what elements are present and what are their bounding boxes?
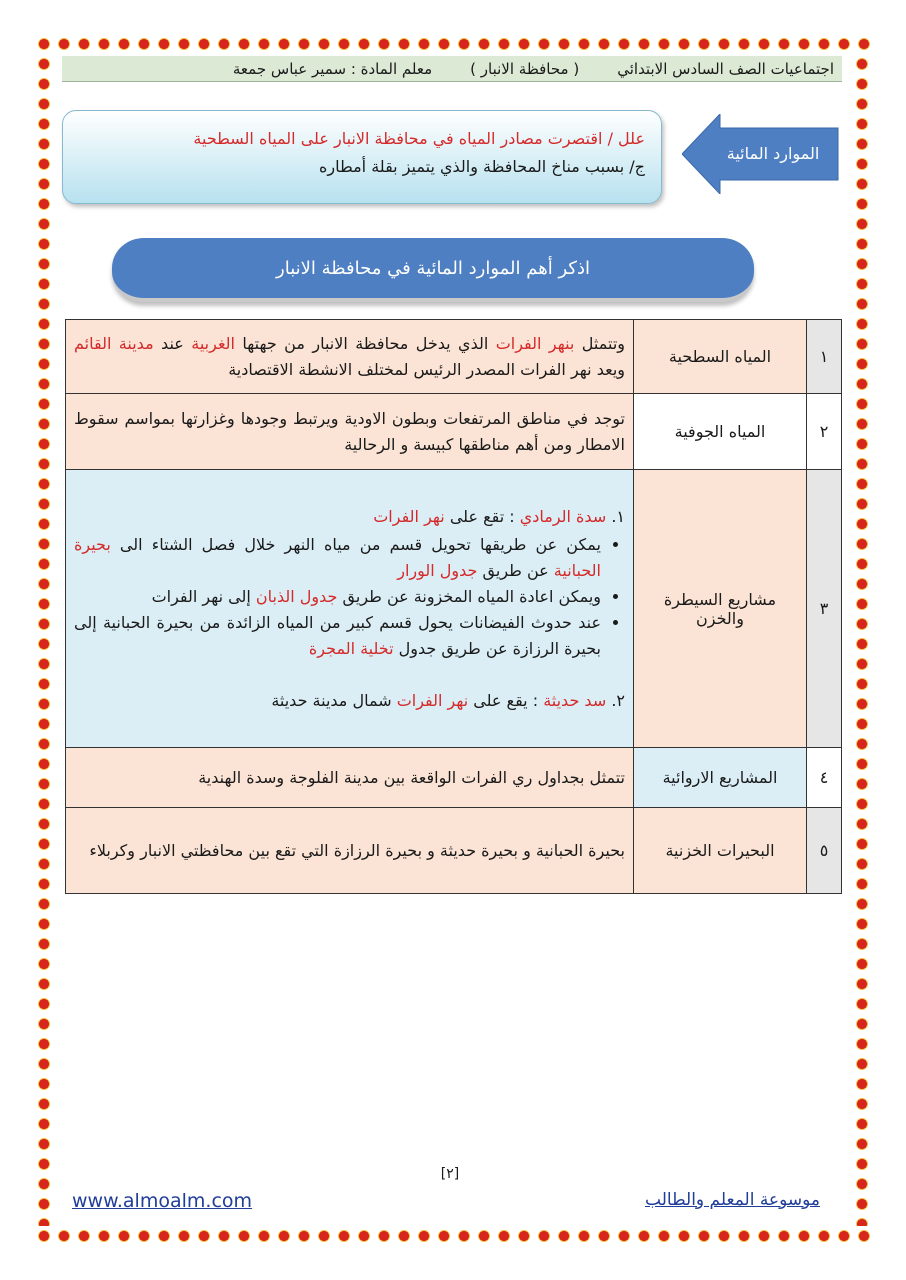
list-number: ١.	[606, 506, 625, 526]
desc-text: الذي يدخل محافظة الانبار من جهتها	[235, 333, 496, 353]
website-link[interactable]: www.almoalm.com	[72, 1190, 253, 1212]
desc-text: : يقع على	[468, 690, 544, 710]
row-title: المياه السطحية	[634, 320, 807, 394]
desc-highlight: نهر الفرات	[373, 506, 445, 526]
page-header	[62, 56, 842, 82]
arrow-label: الموارد المائية	[726, 144, 820, 163]
row-description	[66, 470, 634, 748]
header-grade: اجتماعيات الصف السادس الابتدائي	[617, 59, 834, 78]
desc-highlight: سد حديثة	[543, 690, 607, 710]
site-name-link[interactable]: موسوعة المعلم والطالب	[645, 1190, 820, 1210]
list-item: • يمكن عن طريقها تحويل قسم من مياه النهر خلال فصل الشتاء الى بحيرة الحبانية عن طريق جدول الورار	[74, 532, 601, 584]
row-title: مشاريع السيطرة والخزن	[634, 470, 807, 748]
decorative-border-bottom	[34, 1226, 872, 1246]
decorative-border-left	[34, 54, 54, 1226]
table-row	[66, 320, 842, 394]
row-number: ٤	[807, 748, 842, 808]
row-number: ٥	[807, 808, 842, 894]
desc-text: ويعد نهر الفرات المصدر الرئيس لمختلف الانشطة الاقتصادية	[228, 359, 625, 379]
row-description	[66, 320, 634, 394]
list-item: • ويمكن اعادة المياه المخزونة عن طريق جدول الذبان إلى نهر الفرات	[74, 584, 601, 610]
answer-text: ج/ بسبب مناخ المحافظة والذي يتميز بقلة أمطاره	[318, 157, 645, 176]
row-description: توجد في مناطق المرتفعات وبطون الاودية ويرتبط وجودها وغزارتها بمواسم سقوط الامطار ومن أهم مناطقها كبيسة و الرحالية	[66, 394, 634, 470]
table-row	[66, 470, 842, 748]
row-number: ٣	[807, 470, 842, 748]
decorative-border-top	[34, 34, 872, 54]
row-description: تتمثل بجداول ري الفرات الواقعة بين مدينة الفلوجة وسدة الهندية	[66, 748, 634, 808]
header-teacher: معلم المادة : سمير عباس جمعة	[232, 59, 433, 78]
desc-text: وتتمثل	[574, 333, 625, 353]
desc-text: : تقع على	[444, 506, 520, 526]
table-row	[66, 394, 842, 470]
desc-highlight: سدة الرمادي	[519, 506, 607, 526]
desc-highlight: مدينة القائم	[74, 333, 154, 353]
list-item: • عند حدوث الفيضانات يحول قسم كبير من المياه الزائدة من بحيرة الحبانية إلى بحيرة الرزازة عن طريق جدول تخلية المجرة	[74, 610, 601, 662]
question-answer-box	[62, 110, 662, 204]
section-arrow	[682, 114, 842, 194]
table-row	[66, 808, 842, 894]
desc-highlight: بنهر الفرات	[495, 333, 575, 353]
row-description: بحيرة الحبانية و بحيرة حديثة و بحيرة الرزازة التي تقع بين محافظتي الانبار وكربلاء	[66, 808, 634, 894]
banner-text: اذكر أهم الموارد المائية في محافظة الانبار	[276, 257, 590, 279]
desc-text: عند	[153, 333, 192, 353]
desc-highlight: نهر الفرات	[396, 690, 469, 710]
page-number: [٢]	[440, 1166, 460, 1182]
header-topic: ( محافظة الانبار )	[470, 59, 580, 78]
row-number: ٢	[807, 394, 842, 470]
spacer	[74, 664, 625, 688]
project-heading-haditha	[74, 688, 625, 714]
project-bullets	[74, 532, 625, 662]
desc-highlight: الغربية	[191, 333, 235, 353]
question-text: علل / اقتصرت مصادر المياه في محافظة الانبار على المياه السطحية	[193, 129, 645, 148]
row-title: المشاريع الاروائية	[634, 748, 807, 808]
decorative-border-right	[852, 54, 872, 1226]
list-number: ٢.	[606, 690, 625, 710]
row-title: البحيرات الخزنية	[634, 808, 807, 894]
table-row	[66, 748, 842, 808]
row-number: ١	[807, 320, 842, 394]
project-heading-ramadi	[74, 504, 625, 530]
row-title: المياه الجوفية	[634, 394, 807, 470]
water-resources-table	[65, 319, 842, 894]
section-banner	[112, 238, 754, 302]
desc-text: شمال مدينة حديثة	[271, 690, 397, 710]
